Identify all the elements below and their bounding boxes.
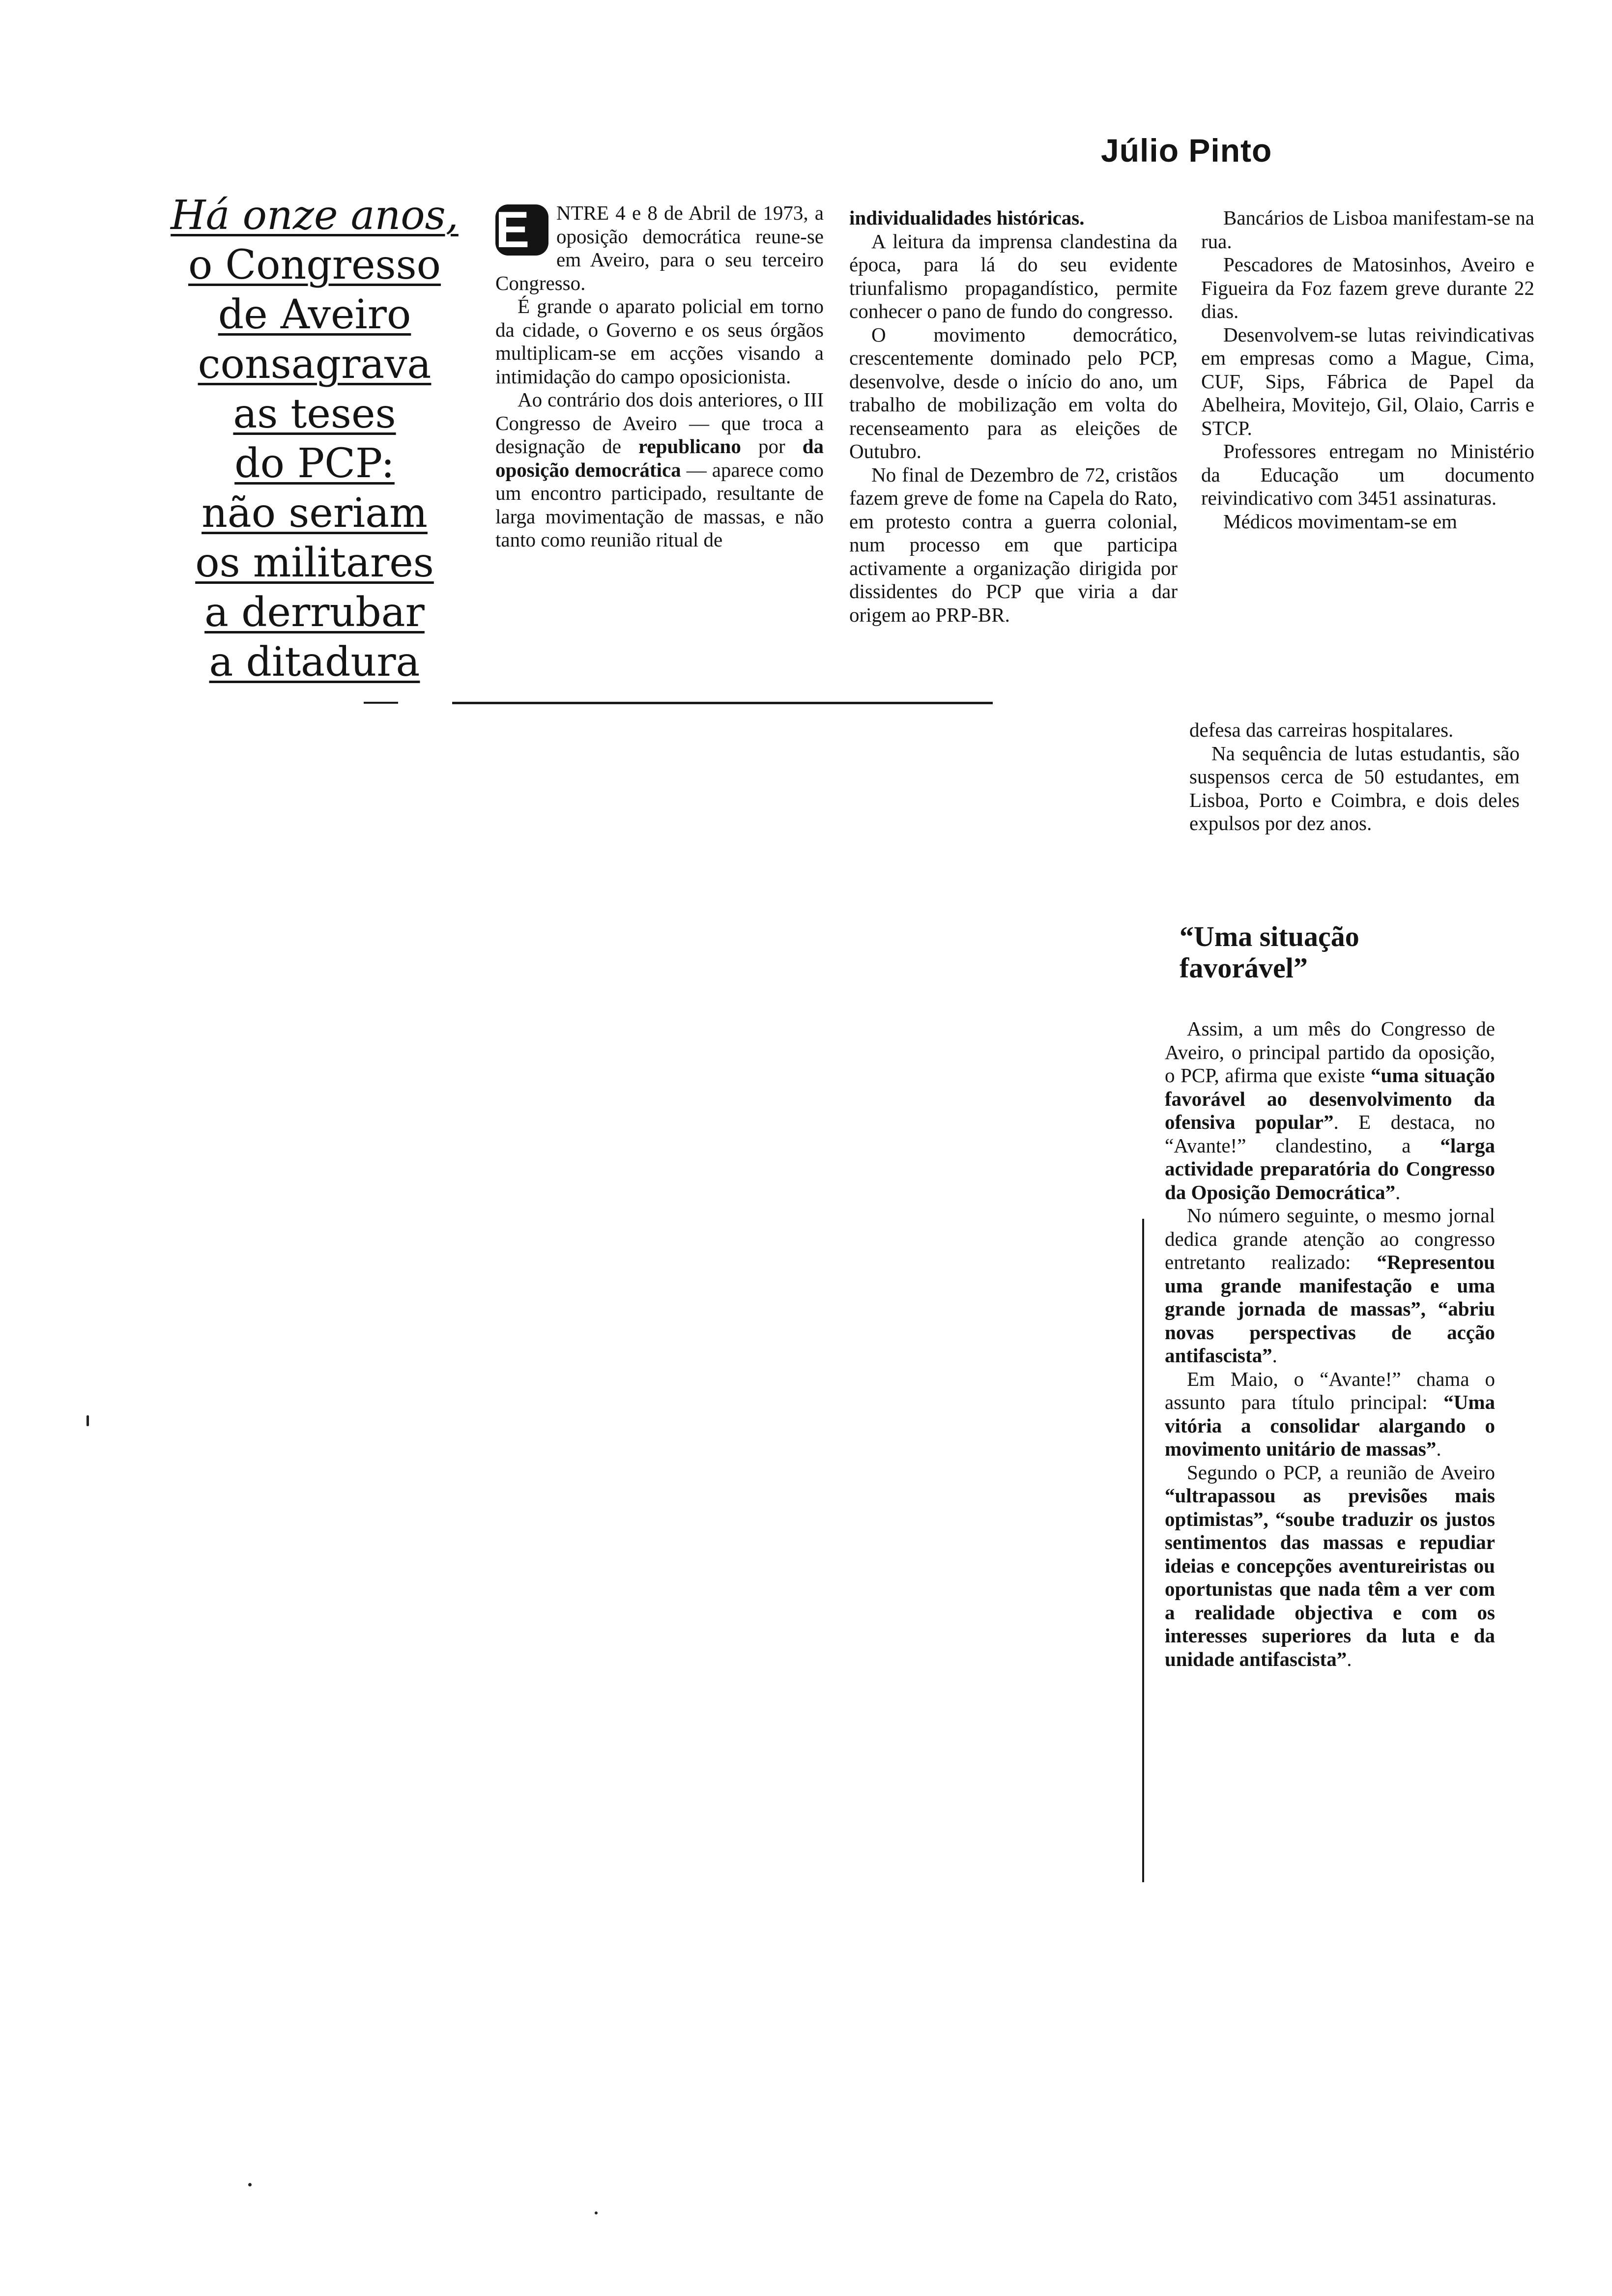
article-column-1 (495, 201, 824, 552)
section-2-paragraph-2: No número seguinte, o mesmo jornal dedica grande atenção ao congresso entretanto realizado: “Representou uma grande manifestação e uma grande jornada de massas”, “abriu novas perspectivas de acção antifascista”. (1165, 1204, 1495, 1367)
article-paragraph-7: Bancários de Lisboa manifestam-se na rua. (1201, 206, 1534, 253)
article-column-3 (1201, 206, 1534, 533)
section-2-margin-rule (1142, 1219, 1144, 1882)
article-paragraph-12: Na sequência de lutas estudantis, são suspensos cerca de 50 estudantes, em Lisboa, Porto e Coimbra, e dois deles expulsos por dez anos. (1189, 742, 1520, 834)
article-paragraph-4: A leitura da imprensa clandestina da época, para lá do seu evidente triunfalismo propagandístico, permite conhecer o pano de fundo do congresso. (849, 230, 1178, 322)
headline-line-3: de Aveiro (218, 291, 411, 338)
headline-line-2: o Congresso (188, 242, 441, 288)
headline-line-10: a ditadura (209, 639, 420, 686)
article-column-2 (849, 206, 1178, 627)
section-2-paragraph-1: Assim, a um mês do Congresso de Aveiro, o principal partido da oposição, o PCP, afirma que existe “uma situação favorável ao desenvolvimento da ofensiva popular”. E destaca, no “Avante!” clandestino, a “larga actividade preparatória do Congresso da Oposição Democrática”. (1165, 1017, 1495, 1204)
section-subhead: “Uma situação favorável” (1180, 920, 1359, 984)
headline-line-1: Há onze anos, (171, 192, 459, 239)
article-paragraph-9: Desenvolvem-se lutas reivindicativas em empresas como a Mague, Cima, CUF, Sips, Fábrica de Papel da Abelheira, Movitejo, Gil, Olaio, Carris e STCP. (1201, 323, 1534, 439)
article-paragraph-3-cont: individualidades históricas. (849, 206, 1085, 229)
section-2-paragraph-4: Segundo o PCP, a reunião de Aveiro “ultrapassou as previsões mais optimistas”, “soube traduzir os justos sentimentos das massas e repudiar ideias e concepções aventureiristas ou oportunistas que nada têm a ver com a realidade objectiva e com os interesses superiores da luta e da unidade antifascista”. (1165, 1461, 1495, 1670)
scan-speck (595, 2211, 598, 2214)
headline-line-5: as teses (233, 391, 396, 437)
headline-line-7: não seriam (202, 490, 428, 537)
author-byline: Júlio Pinto (1101, 132, 1272, 169)
article-paragraph-1: E NTRE 4 e 8 de Abril de 1973, a oposição democrática reune-se em Aveiro, para o seu terceiro Congresso. (495, 201, 824, 294)
headline-line-6: do PCP: (234, 440, 395, 487)
headline (147, 191, 482, 687)
headline-line-9: a derrubar (204, 589, 425, 636)
article-paragraph-5: O movimento democrático, crescentemente dominado pelo PCP, desenvolve, desde o início do ano, um trabalho de mobilização em volta do recenseamento para as eleições de Outubro. (849, 323, 1178, 462)
section-2-paragraph-3: Em Maio, o “Avante!” chama o assunto para título principal: “Uma vitória a consolidar alargando o movimento unitário de massas”. (1165, 1367, 1495, 1460)
dropcap: E (495, 204, 548, 256)
article-paragraph-11: Médicos movimentam-se em (1223, 510, 1457, 533)
scan-speck (86, 1415, 89, 1426)
scan-speck (248, 2183, 252, 2186)
article-paragraph-11-cont: defesa das carreiras hospitalares. (1189, 718, 1454, 741)
article-column-4 (1189, 718, 1520, 835)
article-paragraph-8: Pescadores de Matosinhos, Aveiro e Figueira da Foz fazem greve durante 22 dias. (1201, 253, 1534, 322)
headline-line-4: consagrava (198, 341, 432, 388)
section-2-column (1165, 1017, 1495, 1671)
article-bottom-rule (452, 702, 993, 704)
headline-line-8: os militares (195, 540, 434, 586)
article-paragraph-2: É grande o aparato policial em torno da cidade, o Governo e os seus órgãos multiplicam-se em acções visando a intimidação do campo oposicionista. (495, 295, 824, 388)
article-paragraph-3: Ao contrário dos dois anteriores, o III Congresso de Aveiro — que troca a designação de republicano por da oposição democrática — aparece como um encontro participado, resultante de larga movimentação de massas, e não tanto como reunião ritual de (495, 388, 824, 551)
article-paragraph-10: Professores entregam no Ministério da Educação um documento reivindicativo com 3451 assinaturas. (1201, 440, 1534, 509)
article-paragraph-6: No final de Dezembro de 72, cristãos fazem greve de fome na Capela do Rato, em protesto contra a guerra colonial, num processo em que participa activamente a organização dirigida por dissidentes do PCP que viria a dar origem ao PRP-BR. (849, 463, 1178, 626)
headline-bottom-rule (364, 702, 398, 704)
